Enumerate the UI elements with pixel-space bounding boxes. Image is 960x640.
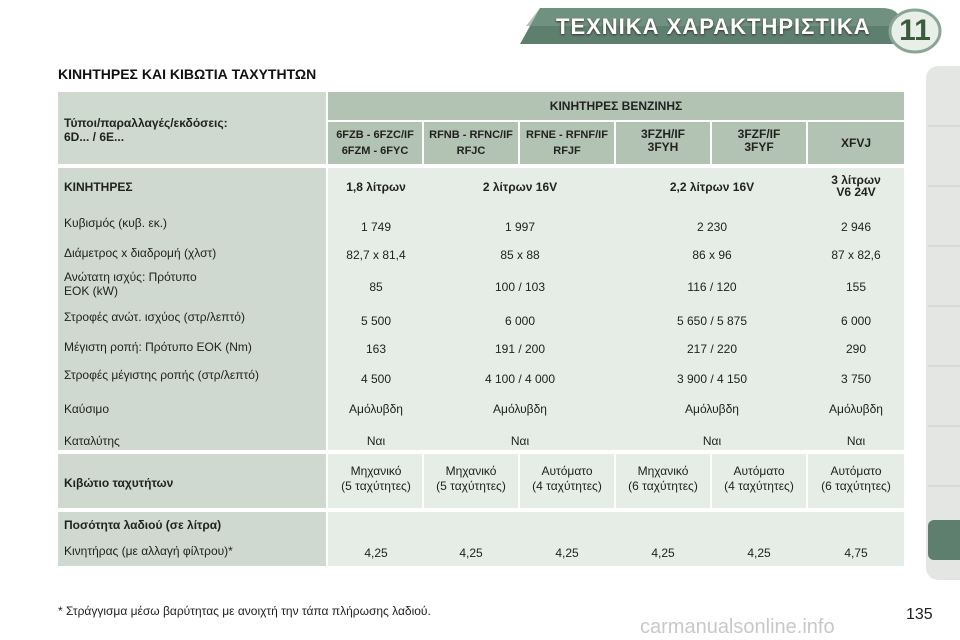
type-code: 3FZH/IF 3FYH — [641, 127, 685, 154]
spec-value: 4 500 — [360, 372, 392, 386]
row-divider — [58, 508, 904, 512]
spec-value: 85 — [369, 280, 383, 294]
row-divider — [58, 164, 904, 168]
spec-value: Ναι — [510, 434, 530, 448]
spec-value: 87 x 82,6 — [831, 248, 881, 262]
engine-name: 1,8 λίτρων — [346, 180, 406, 194]
chapter-tab[interactable] — [928, 520, 960, 560]
spec-value: 100 / 103 — [494, 280, 546, 294]
engine-name: 2 λίτρων 16V — [482, 180, 558, 194]
spec-value: Ναι — [846, 434, 866, 448]
gearbox-value: Μηχανικό (5 ταχύτητες) — [436, 464, 506, 493]
spec-value: 1 749 — [360, 220, 392, 234]
spec-value: 5 650 / 5 875 — [676, 314, 748, 328]
spec-value: 6 000 — [840, 314, 872, 328]
spec-value: 3 900 / 4 150 — [676, 372, 748, 386]
spec-label: Διάμετρος x διαδρομή (χλστ) — [64, 246, 217, 260]
spec-value: 82,7 x 81,4 — [346, 248, 406, 262]
spec-table — [58, 92, 904, 566]
spec-value: 163 — [365, 342, 387, 356]
engines-label: ΚΙΝΗΤΗΡΕΣ — [64, 180, 133, 194]
spec-value: 217 / 220 — [686, 342, 738, 356]
spec-value: 1 997 — [504, 220, 536, 234]
spec-value: 5 500 — [360, 314, 392, 328]
type-code: RFNE - RFNF/IF RFJF — [526, 129, 608, 157]
spec-value: 191 / 200 — [494, 342, 546, 356]
engine-name: 3 λίτρων V6 24V — [831, 173, 881, 199]
spec-value: 85 x 88 — [500, 248, 540, 262]
spec-value: Αμόλυβδη — [829, 402, 883, 416]
chapter-title: ΤΕΧΝΙΚΑ ΧΑΡΑΚΤΗΡΙΣΤΙΚΑ — [556, 14, 871, 39]
type-code: 6FZB - 6FZC/IF 6FZM - 6FYC — [336, 129, 414, 157]
spec-value: 6 000 — [504, 314, 536, 328]
spec-value: 2 946 — [840, 220, 872, 234]
oil-label: Κινητήρας (με αλλαγή φίλτρου)* — [64, 544, 233, 558]
spec-value: 155 — [845, 280, 867, 294]
spec-value: Ναι — [366, 434, 386, 448]
spec-value: Αμόλυβδη — [493, 402, 547, 416]
spec-value: 290 — [845, 342, 867, 356]
engine-name: 2,2 λίτρων 16V — [669, 180, 755, 194]
spec-value: 4 100 / 4 000 — [484, 372, 556, 386]
spec-value: 3 750 — [840, 372, 872, 386]
oil-title: Ποσότητα λαδιού (σε λίτρα) — [64, 518, 222, 532]
column-divider — [326, 92, 328, 566]
gearbox-value: Αυτόματο (6 ταχύτητες) — [821, 464, 891, 493]
spec-label: Καταλύτης — [64, 434, 120, 448]
gearbox-value: Μηχανικό (6 ταχύτητες) — [628, 464, 698, 493]
spec-label: Στροφές ανώτ. ισχύος (στρ/λεπτό) — [64, 310, 245, 324]
type-code: 3FZF/IF 3FYF — [737, 127, 781, 154]
row-divider — [58, 450, 904, 454]
gearbox-label: Κιβώτιο ταχυτήτων — [64, 476, 174, 490]
types-label: Τύποι/παραλλαγές/εκδόσεις: 6D... / 6E... — [64, 116, 228, 144]
footnote: * Στράγγισμα μέσω βαρύτητας με ανοιχτή την τάπα πλήρωσης λαδιού. — [58, 604, 431, 618]
group-header: ΚΙΝΗΤΗΡΕΣ ΒΕΝΖΙΝΗΣ — [549, 99, 683, 113]
spec-value: Αμόλυβδη — [349, 402, 403, 416]
oil-value: 4,75 — [844, 546, 868, 560]
spec-label: Μέγιστη ροπή: Πρότυπο ΕΟΚ (Nm) — [64, 340, 252, 354]
spec-value: 116 / 120 — [687, 280, 737, 294]
spec-label: Στροφές μέγιστης ροπής (στρ/λεπτό) — [64, 368, 259, 382]
type-code: RFNB - RFNC/IF RFJC — [429, 129, 513, 157]
oil-value: 4,25 — [555, 546, 579, 560]
side-index-panel — [926, 66, 960, 580]
oil-value: 4,25 — [651, 546, 675, 560]
spec-value: Αμόλυβδη — [685, 402, 739, 416]
chapter-number: 11 — [899, 14, 931, 47]
spec-label: Ανώτατη ισχύς: Πρότυπο ΕΟΚ (kW) — [64, 270, 197, 298]
oil-value: 4,25 — [747, 546, 771, 560]
spec-label: Κυβισμός (κυβ. εκ.) — [64, 216, 168, 230]
gearbox-value: Αυτόματο (4 ταχύτητες) — [724, 464, 794, 493]
type-code: XFVJ — [840, 136, 871, 150]
oil-value: 4,25 — [364, 546, 388, 560]
gearbox-value: Αυτόματο (4 ταχύτητες) — [532, 464, 602, 493]
spec-value: 86 x 96 — [692, 248, 732, 262]
page-number: 135 — [906, 606, 933, 623]
gearbox-value: Μηχανικό (5 ταχύτητες) — [341, 464, 411, 493]
spec-label: Καύσιμο — [64, 402, 110, 416]
watermark: carmanualsonline.info — [640, 616, 835, 638]
spec-value: Ναι — [702, 434, 722, 448]
spec-value: 2 230 — [696, 220, 728, 234]
oil-value: 4,25 — [459, 546, 483, 560]
section-title: ΚΙΝΗΤΗΡΕΣ ΚΑΙ ΚΙΒΩΤΙΑ ΤΑΧΥΤΗΤΩΝ — [58, 66, 317, 82]
